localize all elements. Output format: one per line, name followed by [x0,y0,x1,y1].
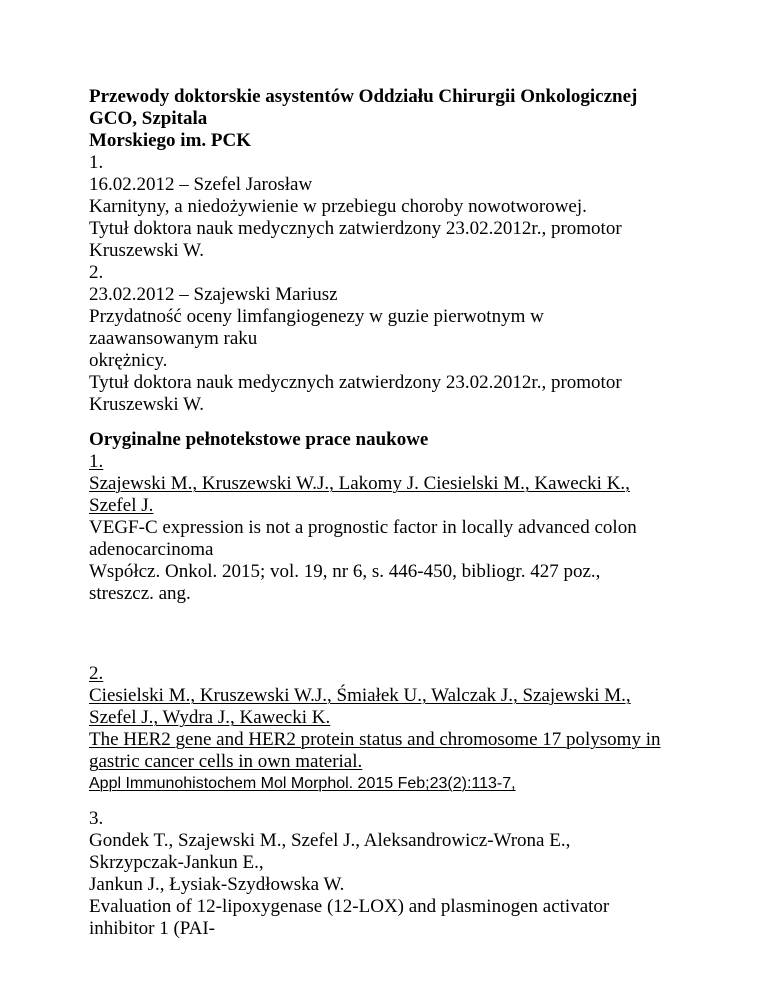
entry-approval: Tytuł doktora nauk medycznych zatwierdzony 23.02.2012r., promotor [89,218,622,239]
paper-title: Evaluation of 12-lipoxygenase (12-LOX) and plasminogen activator [89,896,610,917]
paper-citation: Współcz. Onkol. 2015; vol. 19, nr 6, s. 446-450, bibliogr. 427 poz., [89,561,601,582]
paper-title: VEGF-C expression is not a prognostic factor in locally advanced colon [89,517,637,538]
paper-title-link[interactable]: The HER2 gene and HER2 protein status and chromosome 17 polysomy in [89,729,661,750]
paper-authors: Skrzypczak-Jankun E., [89,852,264,873]
paper-title-link[interactable]: gastric cancer cells in own material. [89,751,363,772]
papers-heading: Oryginalne pełnotekstowe prace naukowe [89,429,429,450]
paper-authors-link[interactable]: Szefel J., Wydra J., Kawecki K. [89,707,331,728]
paper-title: inhibitor 1 (PAI- [89,918,215,939]
entry-title: okrężnicy. [89,350,168,371]
entry-approval: Kruszewski W. [89,394,205,415]
entry-date-name: 23.02.2012 – Szajewski Mariusz [89,284,338,305]
paper-authors-link[interactable]: Szefel J. [89,495,154,516]
entry-number: 2. [89,262,104,283]
entry-number: 1. [89,152,104,173]
paper-number: 3. [89,808,104,829]
entry-date-name: 16.02.2012 – Szefel Jarosław [89,174,313,195]
paper-entry [89,451,689,605]
paper-citation: streszcz. ang. [89,583,191,604]
entry-title: Przydatność oceny limfangiogenezy w guzie pierwotnym w [89,306,544,327]
paper-title: adenocarcinoma [89,539,214,560]
heading-line: Przewody doktorskie asystentów Oddziału Chirurgii Onkologicznej [89,86,638,107]
entry-title: zaawansowanym raku [89,328,258,349]
paper-authors-link[interactable]: Szajewski M., Kruszewski W.J., Lakomy J. Ciesielski M., Kawecki K., [89,473,630,494]
entry-approval: Tytuł doktora nauk medycznych zatwierdzony 23.02.2012r., promotor [89,372,622,393]
paper-authors: Jankun J., Łysiak-Szydłowska W. [89,874,345,895]
entry-approval: Kruszewski W. [89,240,205,261]
doctorate-entry [89,262,689,416]
document-heading [89,86,689,152]
paper-number-link[interactable]: 1. [89,451,104,472]
doctorate-entry [89,152,689,262]
paper-citation-link[interactable]: Appl Immunohistochem Mol Morphol. 2015 Feb;23(2):113-7, [89,775,516,792]
document-page [89,86,689,940]
heading-line: GCO, Szpitala [89,108,208,129]
paper-authors-link[interactable]: Ciesielski M., Kruszewski W.J., Śmiałek U., Walczak J., Szajewski M., [89,685,631,706]
paper-number-link[interactable]: 2. [89,663,104,684]
heading-line: Morskiego im. PCK [89,130,252,151]
paper-entry [89,663,689,795]
paper-entry [89,808,689,940]
paper-authors: Gondek T., Szajewski M., Szefel J., Aleksandrowicz-Wrona E., [89,830,571,851]
entry-title: Karnityny, a niedożywienie w przebiegu choroby nowotworowej. [89,196,587,217]
